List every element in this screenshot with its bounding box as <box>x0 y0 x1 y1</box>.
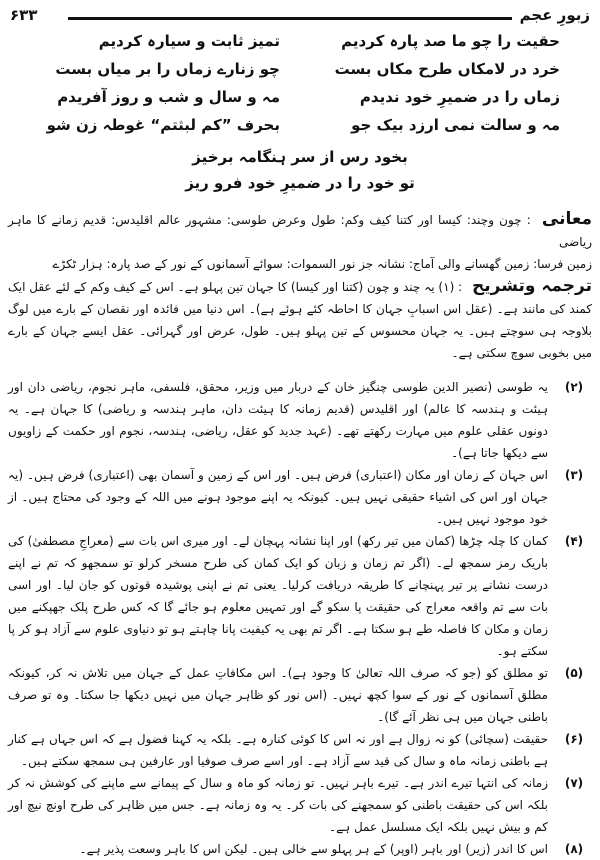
couplet-4-first: مہ و سالت نمی ارزد بیک جو <box>351 116 560 134</box>
couplet-1-second: تمیز ثابت و سیارہ کردیم <box>98 32 280 50</box>
commentary-item <box>8 772 592 838</box>
commentary-item <box>8 662 592 728</box>
couplet-2-second: چو زنارے زماں را بر میاں بست <box>55 60 280 78</box>
item-number: (۷) <box>564 776 584 790</box>
page-header <box>10 6 590 28</box>
book-title: زبورِ عجم <box>519 6 590 24</box>
translation-heading: ترجمہ وتشریح <box>472 276 593 296</box>
poem <box>40 32 560 202</box>
item-text: کمان کا چلہ چڑھا (کمان میں تیر رکھ) اور اپنا نشانہ پہچان لے۔ اور میری اس بات سے (معراجِ مصطفیٰ) کی باریک رمز سمجھ لے۔ (اگر تم زمان و زبان کو ایک کمان کی طرح مسخر کرلو تو سمجھو کہ تم نے اپنے درست نشانے پر تیر پہنچانے کا طریقہ دریافت کرلیا۔ یعنی تم نے اپنی پوشیدہ قوتوں کو جان لیا۔ اور اسی بات سے تم واقعہ معراج کی حقیقت پا سکو گے اور تمہیں معلوم ہو جائے گا کہ کس طرح پلک جھپکنے میں زمان و مکان کا فاصلہ طے ہو سکتا ہے۔ اگر تم بھی یہ کیفیت پانا چاہتے ہو تو دنیاوی علوم سے آزاد ہو کر پا سکتے ہو۔ <box>8 534 548 658</box>
item-number: (۵) <box>564 666 584 680</box>
item-text: اس کا اندر (زیر) اور باہر (اوپر) کے ہر پہلو سے خالی ہیں۔ لیکن اس کا باہر وسعت پذیر ہے۔ <box>79 842 548 856</box>
couplet-3-second: مہ و سال و شب و روز آفریدم <box>57 88 280 106</box>
commentary-item <box>8 376 592 464</box>
item-number: (۳) <box>564 468 584 482</box>
commentary-item <box>8 464 592 530</box>
final-couplet-first: بخود رس از سر ہنگامہ برخیز <box>192 148 408 166</box>
couplet-1-first: حقیت را چو ما صد پارہ کردیم <box>341 32 560 50</box>
glossary-line-2: زمین فرسا: زمین گھسانے والی آماج: نشانہ جز نور السموات: سوائے آسمانوں کے نور کے صد پارہ: ہزار ٹکڑے <box>52 257 592 271</box>
couplet-2-first: خرد در لامکاں طرح مکاں بست <box>334 60 560 78</box>
commentary-item <box>8 530 592 662</box>
item-text: اس جہان کے زمان اور مکان (اعتباری) فرض ہیں۔ اور اس کے زمین و آسمان بھی (اعتباری) فرض ہیں۔ (یہ جہان اور اس کی اشیاء حقیقی نہیں ہیں۔ کیونکہ یہ اپنے موجود ہونے میں اللہ کے وجود کی محتاج ہیں۔ از خود موجود نہیں ہیں۔ <box>8 468 548 526</box>
couplet-3-first: زماں را در ضمیرِ خود ندیدم <box>359 88 560 106</box>
glossary-line-1: : چون وچند: کیسا اور کتنا کیف وکم: طول وعرض طوسی: مشہور عالم اقلیدس: قدیم زمانے کا ماہر ریاضی <box>8 213 592 249</box>
item-text: حقیقت (سچائی) کو نہ زوال ہے اور نہ اس کا کوئی کنارہ ہے۔ بلکہ یہ کہنا فضول ہے کہ اس جہاں ہے کنار ہے باطنی زمانہ ماہ و سال کی قید سے آزاد ہے۔ اور اسے صرف صوفیا اور عارفین ہی سمجھ سکتے ہیں۔ <box>8 732 548 768</box>
item-text: زمانہ کی انتہا تیرے اندر ہے۔ تیرے باہر نہیں۔ تو زمانہ کو ماہ و سال کے پیمانے سے ماپنے کی کوشش نہ کر بلکہ اس کی حقیقت باطنی کو سمجھنے کی بات کر۔ یہ وہ زمانہ ہے۔ جس میں ظاہر کی طرح اونچ نیچ اور کم و بیش نہیں بلکہ ایک مسلسل عمل ہے۔ <box>8 776 548 834</box>
translation-intro-block <box>8 275 592 364</box>
final-couplet-second: تو خود را در ضمیرِ خود فرو ریز <box>185 174 415 192</box>
glossary-heading: معانی <box>541 209 592 229</box>
item-number: (۶) <box>564 732 584 746</box>
item-text: تو مطلق کو (جو کہ صرف اللہ تعالیٰ کا وجود ہے)۔ اس مکافاتِ عمل کے جہان میں تلاش نہ کر، کیونکہ مطلق آسمانوں کے نور کے سوا کچھ نہیں۔ (اس نور کو ظاہر جہان میں نہیں دیکھا جا سکتا۔ وہ تو صرف باطنی جہان میں ہی نظر آئے گا)۔ <box>8 666 548 724</box>
commentary-item <box>8 728 592 772</box>
couplet-4-second: بحرف ”کم لبثتم“ غوطہ زن شو <box>46 116 280 134</box>
commentary <box>8 208 592 860</box>
commentary-item <box>8 838 592 860</box>
translation-intro: : (۱) یہ چند و چون (کتنا اور کیسا) کا جہان تین پہلو ہے۔ اس کے کیف وکم کے لئے عقل ایک کمند کی مانند ہے۔ (عقل اس اسبابِ جہان کا احاطہ کئے ہوئے ہے)۔ اس دنیا میں فائدہ اور نقصان کے بارے میں لوگ بلاوجہ ہی سوچتے ہیں۔ یہ جہان محسوس کے تین پہلو ہیں۔ طول، عرض اور گہرائی۔ عقل ایسے جہان کے بارے میں بخوبی سوچ سکتی ہے۔ <box>8 280 592 360</box>
item-number: (۴) <box>564 534 584 548</box>
page-number: ۶۳۳ <box>10 6 38 24</box>
glossary <box>8 208 592 253</box>
header-rule <box>68 17 512 20</box>
item-text: یہ طوسی (نصیر الدین طوسی چنگیز خان کے دربار میں وزیر، محقق، فلسفی، ماہر نجوم، ریاضی دان اور ہیئت و ہندسہ کا عالم) اور اقلیدس (قدیم زمانہ کا ہیئت دان، ماہر ہندسہ و ریاضی) کا جہان ہے۔ یہ دونوں عقلی علوم میں مہارت رکھتے تھے۔ (عہد جدید کو عقل، ریاضی، ہندسہ، نجوم اور حکمت کے زاویوں سے دیکھا جاتا ہے)۔ <box>8 380 548 460</box>
item-number: (۸) <box>564 842 584 856</box>
item-number: (۲) <box>564 380 584 394</box>
